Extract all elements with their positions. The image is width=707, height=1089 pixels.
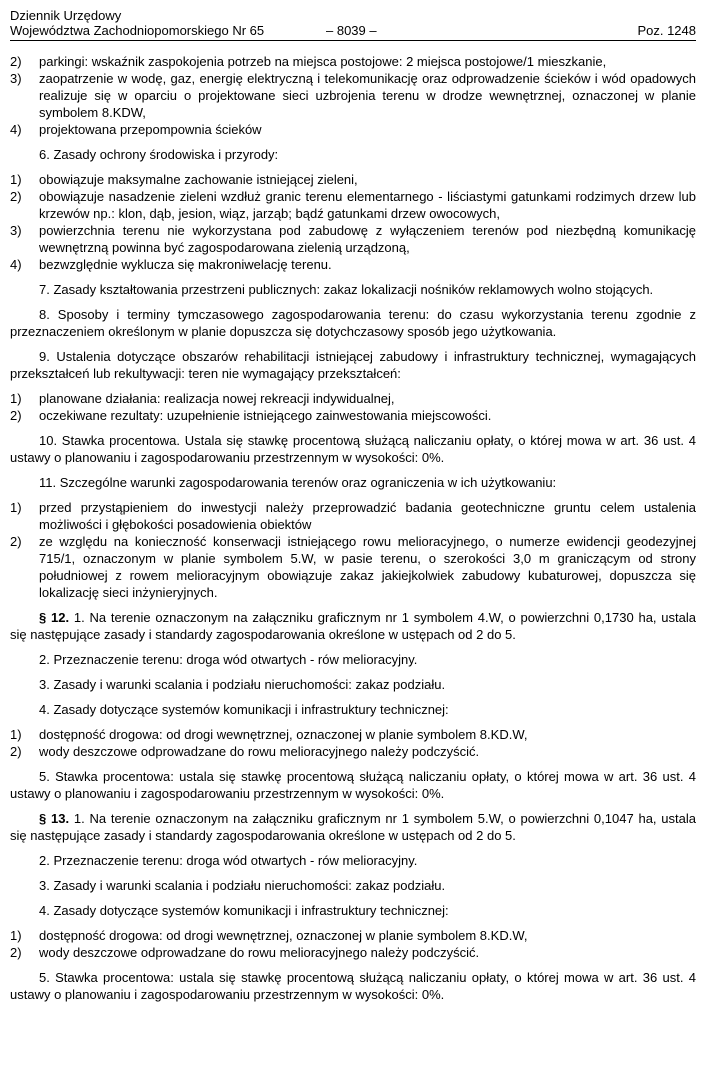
list-item <box>10 188 696 222</box>
journal-name: Województwa Zachodniopomorskiego Nr 65 <box>10 23 265 38</box>
list-text: dostępność drogowa: od drogi wewnętrznej, oznaczonej w planie symbolem 8.KD.W, <box>39 727 528 742</box>
list-number: 2) <box>10 534 22 549</box>
list-item <box>10 927 696 944</box>
list-text: parkingi: wskaźnik zaspokojenia potrzeb na miejsca postojowe: 2 miejsca postojowe/1 mieszkanie, <box>39 54 607 69</box>
list-item <box>10 944 696 961</box>
list-item <box>10 171 696 188</box>
list-item <box>10 407 696 424</box>
list-number: 1) <box>10 928 22 943</box>
list-item <box>10 222 696 256</box>
section-label: § 12. <box>39 610 70 625</box>
list-text: wody deszczowe odprowadzane do rowu melioracyjnego należy podczyścić. <box>39 744 480 759</box>
section-text: 1. Na terenie oznaczonym na załączniku graficznym nr 1 symbolem 5.W, o powierzchni 0,1047 ha, ustala się następujące zasady i standardy zagospodarowania określone w ustępach od 2 do 5. <box>10 811 696 843</box>
list-item <box>10 256 696 273</box>
list-item <box>10 70 696 121</box>
list-item <box>10 390 696 407</box>
list-number: 1) <box>10 391 22 406</box>
list-number: 1) <box>10 500 22 515</box>
paragraph: 9. Ustalenia dotyczące obszarów rehabilitacji istniejącej zabudowy i infrastruktury technicznej, wymagających przekształceń lub rekultywacji: teren nie wymagający przekształceń: <box>10 349 696 381</box>
paragraph: 3. Zasady i warunki scalania i podziału nieruchomości: zakaz podziału. <box>39 677 446 692</box>
list-text: oczekiwane rezultaty: uzupełnienie istniejącego zainwestowania miejscowości. <box>39 408 492 423</box>
page-number: – 8039 – <box>326 23 377 38</box>
paragraph: 8. Sposoby i terminy tymczasowego zagospodarowania terenu: do czasu wykorzystania terenu zgodnie z przeznaczeniem określonym w planie dopuszcza się dotychczasowy sposób jego użytkowania. <box>10 307 696 339</box>
section-text: 1. Na terenie oznaczonym na załączniku graficznym nr 1 symbolem 4.W, o powierzchni 0,1730 ha, ustala się następujące zasady i standardy zagospodarowania określone w ustępach od 2 do 5. <box>10 610 696 642</box>
paragraph: 10. Stawka procentowa. Ustala się stawkę procentową służącą naliczaniu opłaty, o której mowa w art. 36 ust. 4 ustawy o planowaniu i zagospodarowaniu przestrzennym w wysokości: 0%. <box>10 433 696 465</box>
paragraph: 5. Stawka procentowa: ustala się stawkę procentową służącą naliczaniu opłaty, o której mowa w art. 36 ust. 4 ustawy o planowaniu i zagospodarowaniu przestrzennym w wysokości: 0%. <box>10 970 696 1002</box>
paragraph: 4. Zasady dotyczące systemów komunikacji i infrastruktury technicznej: <box>39 702 449 717</box>
list-number: 4) <box>10 122 22 137</box>
list-text: powierzchnia terenu nie wykorzystana pod zabudowę z wyłączeniem terenów pod niezbędną komunikację wewnętrzną powinna być zagospodarowana zielenią urządzoną, <box>39 223 696 255</box>
list-text: projektowana przepompownia ścieków <box>39 122 262 137</box>
list-number: 3) <box>10 71 22 86</box>
list-text: wody deszczowe odprowadzane do rowu melioracyjnego należy podczyścić. <box>39 945 480 960</box>
list-text: ze względu na konieczność konserwacji istniejącego rowu melioracyjnego, o numerze ewidencji geodezyjnej 715/1, oznaczonym w planie symbolem 5.W, w pasie terenu, o szerokości 3,0 m graniczącym od strony południowej z rowem melioracyjnym obowiązuje zakaz jakiejkolwiek zabudowy kubaturowej, dopuszcza się lokalizację sieci inżynieryjnych. <box>39 534 696 600</box>
section-12-intro <box>10 609 696 643</box>
paragraph: 7. Zasady kształtowania przestrzeni publicznych: zakaz lokalizacji nośników reklamowych wolno stojących. <box>39 282 654 297</box>
list-item <box>10 499 696 533</box>
list-number: 3) <box>10 223 22 238</box>
paragraph: 3. Zasady i warunki scalania i podziału nieruchomości: zakaz podziału. <box>39 878 446 893</box>
list-number: 1) <box>10 172 22 187</box>
list-item <box>10 53 696 70</box>
list-item <box>10 726 696 743</box>
list-text: przed przystąpieniem do inwestycji należy przeprowadzić badania geotechniczne gruntu celem ustalenia możliwości i głębokości posadowienia obiektów <box>39 500 696 532</box>
section-13-intro <box>10 810 696 844</box>
paragraph: 5. Stawka procentowa: ustala się stawkę procentową służącą naliczaniu opłaty, o której mowa w art. 36 ust. 4 ustawy o planowaniu i zagospodarowaniu przestrzennym w wysokości: 0%. <box>10 769 696 801</box>
list-number: 2) <box>10 744 22 759</box>
page-header <box>10 23 696 41</box>
journal-title: Dziennik Urzędowy <box>10 8 122 23</box>
list-number: 1) <box>10 727 22 742</box>
document-page <box>10 8 696 1003</box>
list-item <box>10 743 696 760</box>
list-number: 2) <box>10 945 22 960</box>
list-text: obowiązuje maksymalne zachowanie istniejącej zieleni, <box>39 172 358 187</box>
list-number: 2) <box>10 54 22 69</box>
list-number: 2) <box>10 408 22 423</box>
paragraph: 6. Zasady ochrony środowiska i przyrody: <box>39 147 279 162</box>
paragraph: 4. Zasady dotyczące systemów komunikacji i infrastruktury technicznej: <box>39 903 449 918</box>
list-text: obowiązuje nasadzenie zieleni wzdłuż granic terenu elementarnego - liściastymi gatunkami rodzimych drzew lub krzewów np.: klon, dąb, jesion, wiąz, jarząb; bądź gatunkami drzew owocowych, <box>39 189 696 221</box>
list-text: dostępność drogowa: od drogi wewnętrznej, oznaczonej w planie symbolem 8.KD.W, <box>39 928 528 943</box>
list-item <box>10 121 696 138</box>
paragraph: 2. Przeznaczenie terenu: droga wód otwartych - rów melioracyjny. <box>39 853 418 868</box>
list-text: zaopatrzenie w wodę, gaz, energię elektryczną i telekomunikację oraz odprowadzenie ścieków i wód opadowych realizuje się w oparciu o projektowane sieci uzbrojenia terenu w drodze wewnętrznej, oznaczonej w planie symbolem 8.KDW, <box>39 71 696 120</box>
list-text: bezwzględnie wyklucza się makroniwelację terenu. <box>39 257 332 272</box>
document-body <box>10 41 696 1003</box>
position-number: Poz. 1248 <box>637 23 696 38</box>
section-label: § 13. <box>39 811 70 826</box>
list-number: 4) <box>10 257 22 272</box>
list-number: 2) <box>10 189 22 204</box>
list-item <box>10 533 696 601</box>
list-text: planowane działania: realizacja nowej rekreacji indywidualnej, <box>39 391 395 406</box>
paragraph: 2. Przeznaczenie terenu: droga wód otwartych - rów melioracyjny. <box>39 652 418 667</box>
paragraph: 11. Szczególne warunki zagospodarowania terenów oraz ograniczenia w ich użytkowaniu: <box>39 475 557 490</box>
